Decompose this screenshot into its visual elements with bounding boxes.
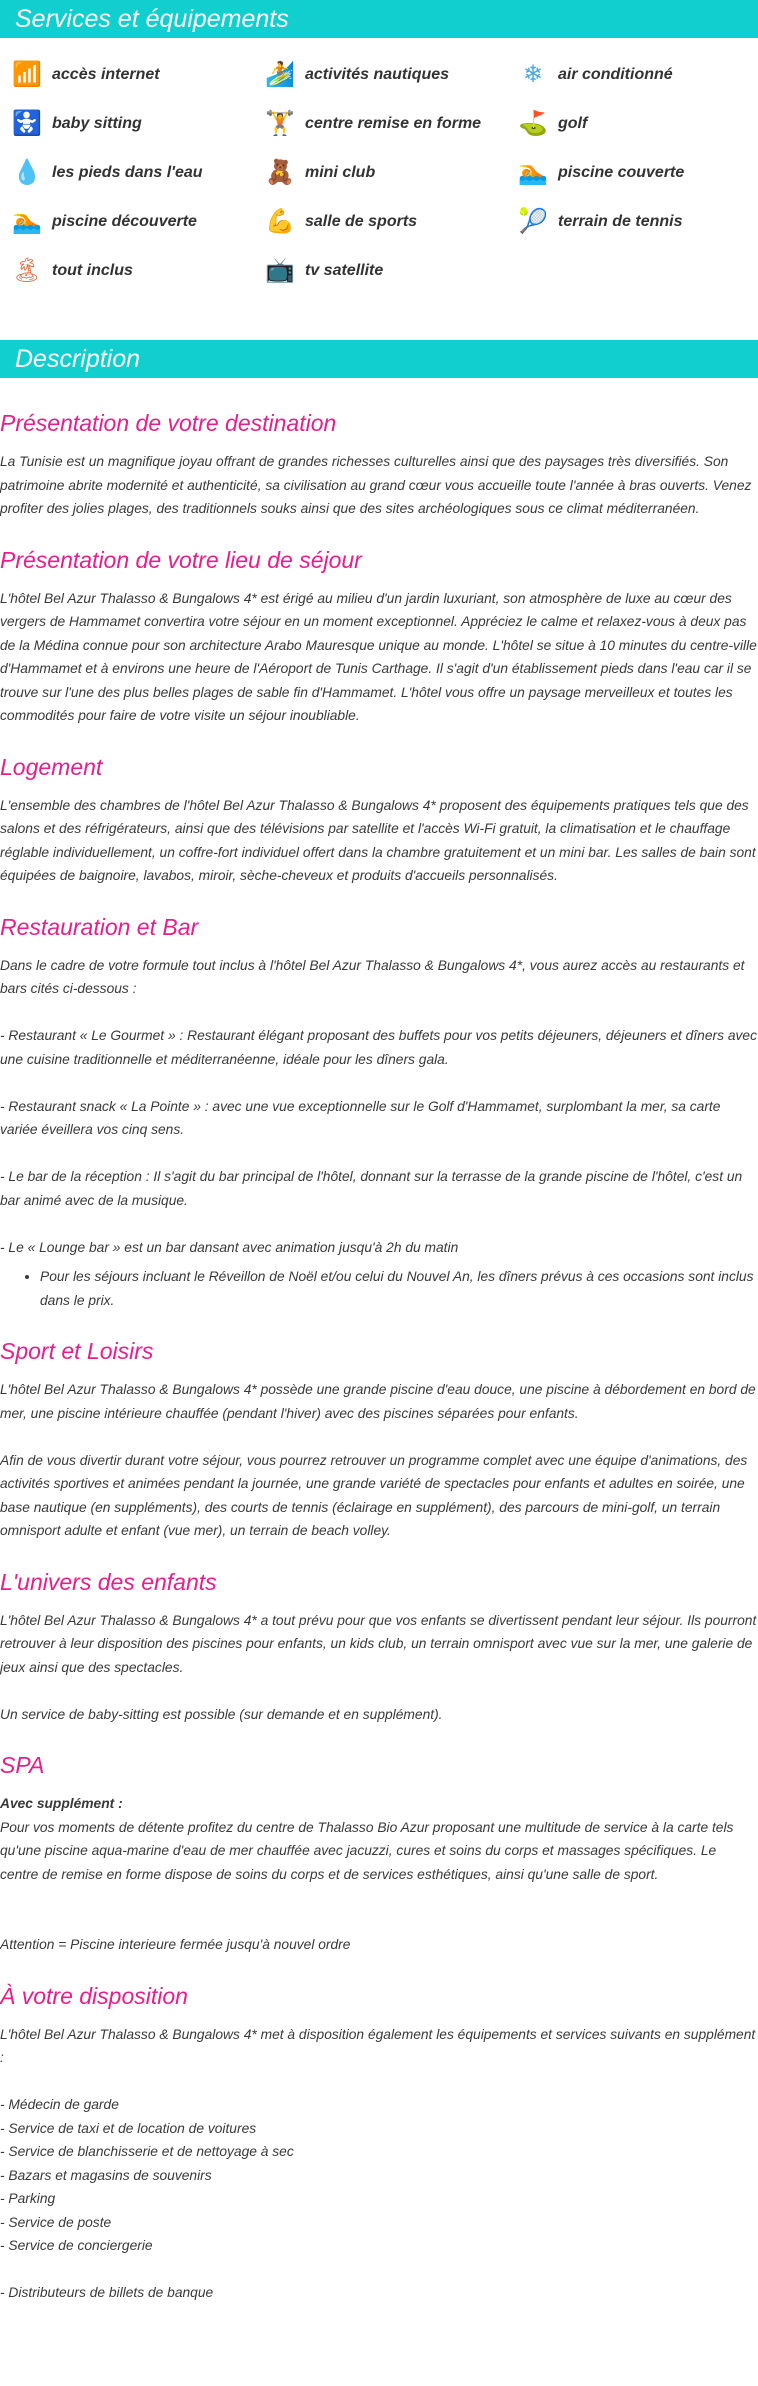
disposition-item: - Service de taxi et de location de voitures — [0, 2120, 257, 2136]
disposition-item: - Parking — [0, 2191, 56, 2206]
restauration-bullets — [0, 1265, 758, 1312]
amenity-item — [518, 99, 758, 148]
tv-icon: 📺 — [265, 256, 295, 284]
amenity-item — [12, 246, 265, 295]
description-content — [0, 378, 758, 2305]
restauration-heading: Restauration et Bar — [0, 913, 199, 940]
amenity-item — [12, 148, 265, 197]
amenity-label: activités nautiques — [305, 65, 450, 83]
amenity-item — [265, 99, 518, 148]
disposition-item: - Service de blanchisserie et de nettoyage à sec — [0, 2144, 294, 2159]
amenity-label: salle de sports — [305, 212, 418, 230]
fitness-icon: 🏋 — [265, 109, 295, 137]
disposition-item: - Service de conciergerie — [0, 2238, 153, 2253]
services-header: Services et équipements — [0, 0, 758, 38]
amenity-label: les pieds dans l'eau — [52, 163, 203, 181]
wifi-icon: 📶 — [12, 60, 42, 88]
disposition-heading: À votre disposition — [0, 1982, 188, 2009]
amenity-label: golf — [558, 114, 588, 132]
golf-icon: ⛳ — [518, 109, 548, 137]
amenity-item — [518, 50, 758, 99]
enfants-heading: L'univers des enfants — [0, 1568, 217, 1595]
description-header: Description — [0, 340, 758, 378]
amenity-item — [12, 50, 265, 99]
amenity-label: piscine découverte — [52, 212, 197, 230]
enfants-text-2: Un service de baby-sitting est possible (sur demande et en supplément). — [0, 1706, 443, 1722]
spa-note: Attention = Piscine interieure fermée jusqu'à nouvel ordre — [0, 1937, 351, 1952]
spa-text: Pour vos moments de détente profitez du centre de Thalasso Bio Azur proposant une multitude de service à la carte tels qu'une piscine aqua-marine d'eau de mer chauffée avec jacuzzi, cures et soins du corps et massages spécifiques. Le centre de remise en forme dispose de soins du corps et de services esthétiques, ainsi qu'une salle de sport. — [0, 1819, 734, 1882]
enfants-text-1: L'hôtel Bel Azur Thalasso & Bungalows 4* a tout prévu pour que vos enfants se divertissent pendant leur séjour. Ils pourront retrouver à leur disposition des piscines pour enfants, un kids club, un terrain omnisport avec vue sur la mer, une galerie de jeux ainsi que des spectacles. — [0, 1612, 757, 1675]
all-inclusive-icon: 🏝 — [11, 256, 43, 284]
amenity-item — [518, 197, 758, 246]
restaurant-gourmet: - Restaurant « Le Gourmet » : Restaurant élégant proposant des buffets pour vos petits déjeuners, déjeuners et dîners avec une cuisine traditionnelle et méditerranéenne, idéale pour les dîners gala. — [0, 1028, 757, 1067]
stroller-icon: 🚼 — [12, 109, 42, 137]
sport-heading: Sport et Loisirs — [0, 1338, 154, 1364]
disposition-item: - Médecin de garde — [0, 2097, 119, 2112]
disposition-last-item: - Distributeurs de billets de banque — [0, 2285, 214, 2300]
description-section — [0, 340, 758, 2305]
snowflake-icon: ❄ — [522, 60, 544, 88]
amenity-item — [518, 148, 758, 197]
lounge-bar: - Le « Lounge bar » est un bar dansant avec animation jusqu'à 2h du matin — [0, 1239, 459, 1255]
outdoor-pool-icon: 🏊 — [12, 207, 42, 235]
amenity-label: terrain de tennis — [558, 212, 683, 230]
amenity-label: baby sitting — [52, 114, 142, 132]
lieu-heading: Présentation de votre lieu de séjour — [0, 546, 362, 573]
water-drops-icon: 💧 — [12, 158, 42, 186]
destination-text: La Tunisie est un magnifique joyau offrant de grandes richesses culturelles ainsi que des paysages très diversifiés. Son patrimoine abrite modernité et authenticité, sa civilisation au grand cœur vous accueille toute l'année à bras ouverts. Venez profiter des jolies plages, des traditionnels souks ainsi que des sites archéologiques sous ce climat méditerranéen. — [0, 454, 752, 516]
spa-heading: SPA — [0, 1752, 45, 1778]
water-sports-icon: 🏄 — [265, 60, 295, 88]
lieu-text: L'hôtel Bel Azur Thalasso & Bungalows 4* est érigé au milieu d'un jardin luxuriant, son atmosphère de luxe au cœur des vergers de Hammamet convertira votre séjour en un moment exceptionnel. Appréciez le calme et relaxez-vous à deux pas de la Médina connue pour son architecture Arabo Mauresque unique au monde. L'hôtel se situe à 10 minutes du centre-ville d'Hammamet et à environs une heure de l'Aéroport de Tunis Carthage. Il s'agit d'un établissement pieds dans l'eau car il se trouve sur l'une des plus belles plages de sable fin d'Hammamet. L'hôtel vous offre un paysage merveilleux et toutes les commodités pour faire de votre visite un séjour inoubliable. — [0, 590, 757, 723]
amenity-label: accès internet — [52, 65, 160, 83]
amenity-label: tv satellite — [305, 261, 384, 279]
amenity-item — [265, 148, 518, 197]
amenity-item — [265, 246, 518, 295]
spa-label: Avec supplément : — [0, 1796, 123, 1811]
amenity-label: centre remise en forme — [305, 114, 482, 132]
disposition-item: - Service de poste — [0, 2214, 112, 2230]
amenity-label: tout inclus — [52, 261, 133, 279]
services-section — [0, 0, 758, 340]
reveillon-note: • Pour les séjours incluant le Réveillon de Noël et/ou celui du Nouvel An, les dîners prévus à ces occasions sont inclus dans le prix. — [40, 1265, 758, 1312]
amenities-grid — [0, 38, 758, 340]
amenity-item — [12, 197, 265, 246]
disposition-item: - Bazars et magasins de souvenirs — [0, 2167, 212, 2183]
disposition-intro: L'hôtel Bel Azur Thalasso & Bungalows 4* met à disposition également les équipements et services suivants en supplément : — [0, 2026, 756, 2065]
destination-heading: Présentation de votre destination — [0, 410, 337, 436]
gym-icon: 💪 — [265, 207, 295, 235]
amenity-item — [265, 197, 518, 246]
restauration-intro: Dans le cadre de votre formule tout inclus à l'hôtel Bel Azur Thalasso & Bungalows 4*, vous aurez accès au restaurants et bars cités ci-dessous : — [0, 957, 745, 996]
disposition-list — [0, 2093, 758, 2258]
logement-heading: Logement — [0, 753, 103, 780]
logement-text: L'ensemble des chambres de l'hôtel Bel Azur Thalasso & Bungalows 4* proposent des équipements pratiques tels que des salons et des réfrigérateurs, ainsi que des télévisions par satellite et l'accès Wi-Fi gratuit, la climatisation et le chauffage réglable individuellement, un coffre-fort individuel offert dans la chambre gratuitement et un mini bar. Les salles de bain sont équipées de baignoire, lavabos, miroir, sèche-cheveux et produits d'accueils personnalisés. — [0, 797, 756, 883]
amenity-item — [12, 99, 265, 148]
indoor-pool-icon: 🏊 — [518, 158, 548, 186]
amenity-label: mini club — [305, 163, 376, 181]
amenity-label: air conditionné — [558, 65, 673, 83]
tennis-icon: 🎾 — [518, 207, 548, 235]
restaurant-snack: - Restaurant snack « La Pointe » : avec une vue exceptionnelle sur le Golf d'Hammamet, surplombant la mer, sa carte variée éveillera vos cinq sens. — [0, 1098, 721, 1137]
kids-club-icon: 🧸 — [265, 158, 295, 186]
amenity-label: piscine couverte — [558, 163, 685, 181]
sport-text-1: L'hôtel Bel Azur Thalasso & Bungalows 4* possède une grande piscine d'eau douce, une piscine à débordement en bord de mer, une piscine intérieure chauffée (pendant l'hiver) avec des piscines séparées pour enfants. — [0, 1382, 756, 1421]
sport-text-2: Afin de vous divertir durant votre séjour, vous pourrez retrouver un programme complet avec une équipe d'animations, des activités sportives et animées pendant la journée, une grande variété de spectacles pour enfants et adultes en soirée, une base nautique (en suppléments), des courts de tennis (éclairage en supplément), des parcours de mini-golf, un terrain omnisport adulte et enfant (vue mer), un terrain de beach volley. — [0, 1452, 748, 1538]
amenity-item — [265, 50, 518, 99]
bar-reception: - Le bar de la réception : Il s'agit du bar principal de l'hôtel, donnant sur la terrasse de la grande piscine de l'hôtel, c'est un bar animé avec de la musique. — [0, 1169, 743, 1208]
